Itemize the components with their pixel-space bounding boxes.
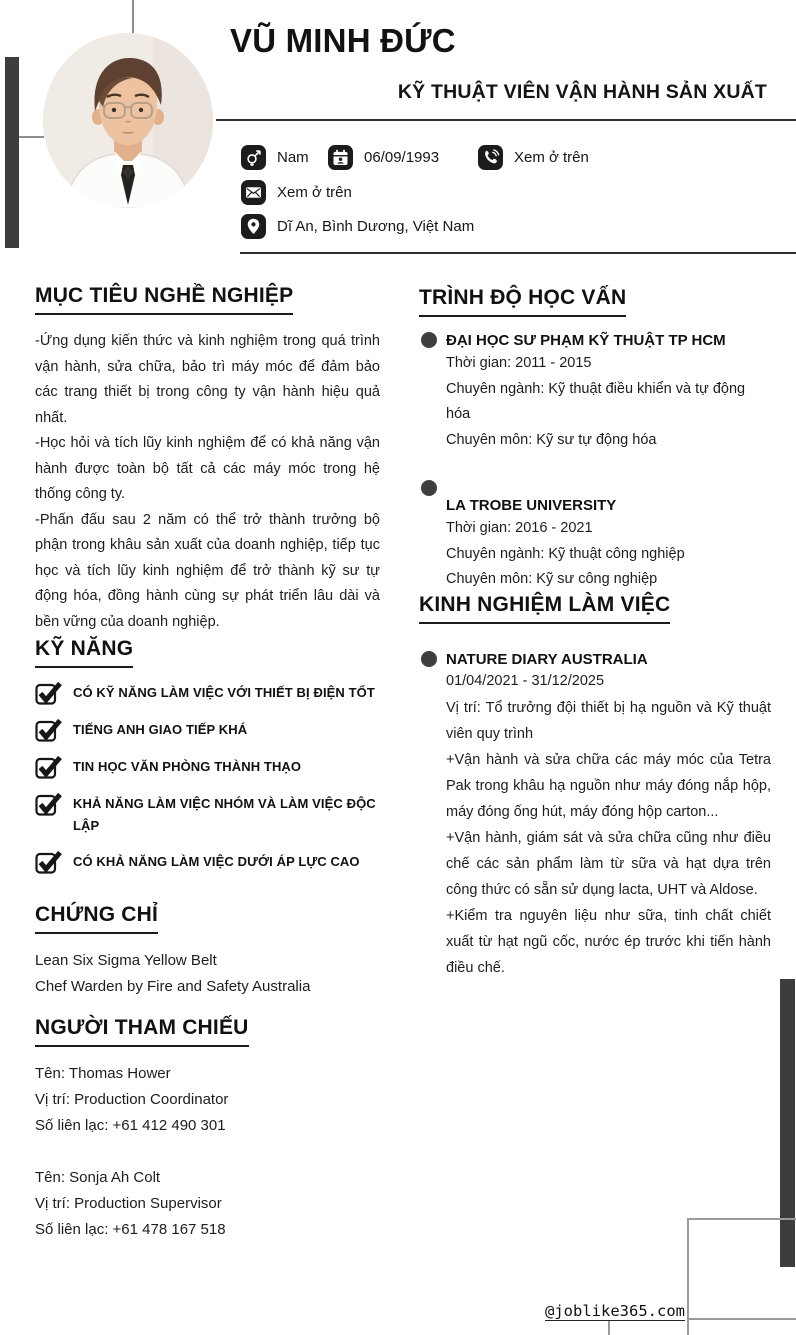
education-entry — [419, 479, 771, 593]
section-certificates-title: CHỨNG CHỈ — [35, 903, 158, 934]
candidate-name: VŨ MINH ĐỨC — [230, 22, 456, 59]
experience-detail-line: Vị trí: Tổ trưởng đội thiết bị hạ nguồn và Kỹ thuật viên quy trình — [446, 700, 771, 742]
gender-icon — [241, 145, 266, 170]
education-time: Thời gian: 2016 - 2021 — [446, 520, 593, 536]
contact-gender — [241, 145, 309, 170]
experience-list — [419, 650, 771, 981]
skill-label: CÓ KHẢ NĂNG LÀM VIỆC DƯỚI ÁP LỰC CAO — [73, 854, 360, 869]
certificate-item: Chef Warden by Fire and Safety Australia — [35, 978, 311, 995]
section-experience — [419, 593, 771, 981]
education-list — [419, 331, 771, 593]
experience-company: NATURE DIARY AUSTRALIA — [446, 651, 648, 668]
skill-label: TIẾNG ANH GIAO TIẾP KHÁ — [73, 722, 248, 737]
email-icon — [241, 180, 266, 205]
education-specialty: Chuyên môn: Kỹ sư tự động hóa — [446, 431, 657, 448]
reference-name: Tên: Thomas Hower — [35, 1065, 171, 1082]
education-school: ĐẠI HỌC SƯ PHẠM KỸ THUẬT TP HCM — [446, 332, 726, 349]
reference-entry — [35, 1061, 380, 1139]
reference-position: Vị trí: Production Supervisor — [35, 1195, 222, 1212]
skill-label: KHẢ NĂNG LÀM VIỆC NHÓM VÀ LÀM VIỆC ĐỘC LẬP — [73, 796, 376, 833]
section-objective-title: MỤC TIÊU NGHỀ NGHIỆP — [35, 284, 293, 315]
skills-list — [35, 682, 380, 874]
skill-item — [35, 851, 380, 874]
corner-frame-top-line — [687, 1218, 796, 1220]
skill-item — [35, 793, 380, 837]
skill-item — [35, 756, 380, 779]
section-skills-title: KỸ NĂNG — [35, 637, 133, 668]
experience-detail-line: +Kiểm tra nguyên liệu như sữa, tinh chất chiết xuất từ hạt ngũ cốc, nước ép trước khi tiến hành điều chế. — [446, 908, 771, 976]
address-value: Dĩ An, Bình Dương, Việt Nam — [277, 218, 475, 235]
checkbox-check-icon — [35, 850, 62, 874]
gender-value: Nam — [277, 149, 309, 166]
right-accent-bar — [780, 979, 795, 1267]
certificates-list — [35, 948, 380, 1000]
watermark-link[interactable]: @joblike365.com — [545, 1302, 685, 1320]
section-references — [35, 1016, 380, 1243]
bullet-icon — [421, 332, 437, 348]
skill-label: CÓ KỸ NĂNG LÀM VIỆC VỚI THIẾT BỊ ĐIỆN TỐT — [73, 685, 375, 700]
checkbox-check-icon — [35, 718, 62, 742]
objective-paragraph: -Phấn đấu sau 2 năm có thể trở thành trưởng bộ phận trong khâu sản xuất của doanh nghiệp, tiếp tục học và tích lũy kinh nghiệm để trở thành kỹ sư tự động hóa, đồng hành cùng sự phát triển lâu dài và bền vững của doanh nghiệp. — [35, 511, 380, 630]
experience-detail-line: +Vận hành, giám sát và sửa chữa cũng như điều chế các sản phẩm làm từ sữa và hạt dựa trên công thức có sẵn sử dụng lacta, UHT và Aldose. — [446, 830, 771, 898]
bullet-icon — [421, 651, 437, 667]
reference-phone: Số liên lạc: +61 412 490 301 — [35, 1117, 226, 1134]
checkbox-check-icon — [35, 792, 62, 816]
email-value: Xem ở trên — [277, 184, 352, 201]
portrait-illustration — [43, 33, 213, 208]
experience-entry — [419, 650, 771, 981]
checkbox-check-icon — [35, 755, 62, 779]
education-major: Chuyên ngành: Kỹ thuật điều khiển và tự động hóa — [446, 380, 746, 422]
corner-frame-bottom-line — [688, 1318, 796, 1320]
reference-name: Tên: Sonja Ah Colt — [35, 1169, 161, 1186]
profile-photo — [43, 33, 213, 208]
education-time: Thời gian: 2011 - 2015 — [446, 355, 592, 371]
contact-email — [241, 180, 352, 205]
section-education — [419, 286, 771, 593]
certificate-item: Lean Six Sigma Yellow Belt — [35, 952, 217, 969]
bullet-icon — [421, 480, 437, 496]
skill-label: TIN HỌC VĂN PHÒNG THÀNH THẠO — [73, 759, 302, 774]
section-certificates — [35, 903, 380, 1000]
calendar-icon — [328, 145, 353, 170]
corner-frame-inner-line — [608, 1320, 610, 1335]
objective-paragraph: -Học hỏi và tích lũy kinh nghiệm để có khả năng vận hành được toàn bộ tất cả các máy móc trong hệ thống công ty. — [35, 435, 380, 502]
contact-rule — [240, 252, 796, 254]
reference-position: Vị trí: Production Coordinator — [35, 1091, 229, 1108]
birthday-value: 06/09/1993 — [364, 149, 440, 166]
objective-paragraphs — [35, 329, 380, 635]
location-icon — [241, 214, 266, 239]
job-title: KỸ THUẬT VIÊN VẬN HÀNH SẢN XUẤT — [397, 81, 767, 103]
contact-phone — [478, 145, 589, 170]
education-major: Chuyên ngành: Kỹ thuật công nghiệp — [446, 545, 685, 562]
section-references-title: NGƯỜI THAM CHIẾU — [35, 1016, 249, 1047]
left-connector-line — [19, 136, 44, 138]
section-objective — [35, 284, 380, 635]
title-rule — [216, 119, 796, 121]
objective-paragraph: -Ứng dụng kiến thức và kinh nghiệm trong quá trình vận hành, sửa chữa, bảo trì máy móc để đảm bảo các trang thiết bị trong công ty vận hành hiệu quả nhất. — [35, 333, 380, 426]
experience-details — [446, 695, 771, 981]
experience-period: 01/04/2021 - 31/12/2025 — [446, 673, 605, 689]
checkbox-check-icon — [35, 681, 62, 705]
section-education-title: TRÌNH ĐỘ HỌC VẤN — [419, 286, 626, 317]
section-experience-title: KINH NGHIỆM LÀM VIỆC — [419, 593, 670, 624]
education-school: LA TROBE UNIVERSITY — [446, 497, 617, 514]
references-list — [35, 1061, 380, 1243]
contact-address — [241, 214, 474, 239]
phone-icon — [478, 145, 503, 170]
education-entry — [419, 331, 771, 453]
phone-value: Xem ở trên — [514, 149, 589, 166]
skill-item — [35, 682, 380, 705]
left-accent-bar — [5, 57, 19, 248]
education-specialty: Chuyên môn: Kỹ sư công nghiệp — [446, 571, 658, 587]
contact-birthday — [328, 145, 439, 170]
reference-entry — [35, 1165, 380, 1243]
reference-phone: Số liên lạc: +61 478 167 518 — [35, 1221, 226, 1238]
experience-detail-line: +Vận hành và sửa chữa các máy móc của Tetra Pak trong khâu hạ nguồn như máy đóng nắp hộp, máy đóng ống hút, máy đóng hộp carton... — [446, 752, 771, 820]
skill-item — [35, 719, 380, 742]
section-skills — [35, 637, 380, 888]
